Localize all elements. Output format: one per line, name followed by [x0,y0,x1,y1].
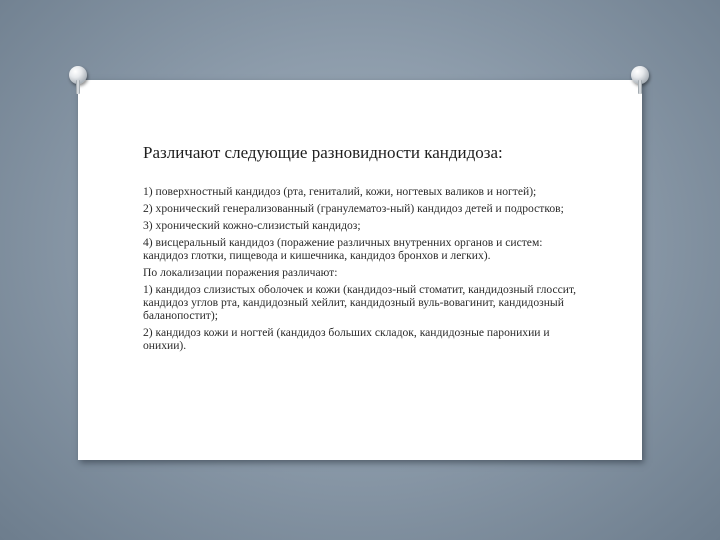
pushpin-icon-left [68,66,88,94]
paragraph-item: 1) поверхностный кандидоз (рта, гениталий, кожи, ногтевых валиков и ногтей); [143,185,537,198]
slide-body [143,185,583,356]
paragraph-item: 1) кандидоз слизистых оболочек и кожи (кандидоз-ный стоматит, кандидозный глоссит, кандидоз углов рта, кандидозный хейлит, кандидозный вуль-вовагинит, кандидозный баланопостит); [143,283,577,322]
paragraph-item: 2) хронический генерализованный (гранулематоз-ный) кандидоз детей и подростков; [143,202,564,215]
paragraph-item: 3) хронический кожно-слизистый кандидоз; [143,219,361,232]
paragraph-item: По локализации поражения различают: [143,266,338,279]
slide-title: Различают следующие разновидности кандидоза: [143,143,503,162]
pushpin-icon-right [630,66,650,94]
paragraph-item: 2) кандидоз кожи и ногтей (кандидоз больших складок, кандидозные паронихии и онихии). [143,326,550,352]
paragraph-item: 4) висцеральный кандидоз (поражение различных внутренних органов и систем: кандидоз глотки, пищевода и кишечника, кандидоз бронхов и легких). [143,236,543,262]
